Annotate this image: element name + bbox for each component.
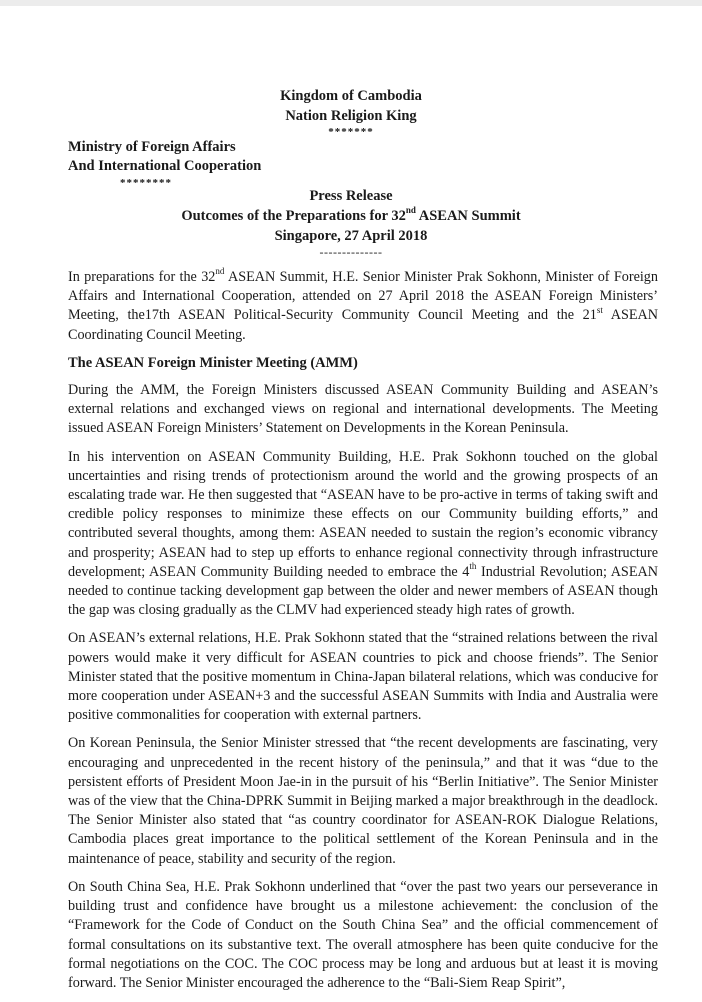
intro-sup-a: nd [215, 266, 225, 277]
paragraph-amm-discussion: During the AMM, the Foreign Ministers discussed ASEAN Community Building and ASEAN’s external relations and exchanged views on regional and international developments. The Meeting issued ASEAN Foreign Ministers’ Statement on Developments in the Korean Peninsula. [68, 382, 658, 437]
national-motto: Nation Religion King [285, 108, 417, 124]
paragraph-community-building [68, 448, 658, 621]
paragraph-korean-peninsula: On Korean Peninsula, the Senior Minister stressed that “the recent developments are fascinating, very encouraging and unprecedented in the recent history of the peninsula,” and that it was “due to the persistent efforts of President Moon Jae-in in the pursuit of his “Berlin Initiative”. The Senior Minister was of the view that the China-DPRK Summit in Beijing marked a major breakthrough in the deadlock. The Senior Minister also stated that “as country coordinator for ASEAN-ROK Dialogue Relations, Cambodia places great importance to the political settlement of the Korean Peninsula and in the maintenance of peace, stability and security of the region. [68, 735, 658, 867]
title-superscript: nd [405, 205, 416, 216]
p2-text-a: In his intervention on ASEAN Community Building, H.E. Prak Sokhonn touched on the global uncertainties and rising trends of protectionism around the world and the growing prospects of an escalating trade war. He then suggested that “ASEAN have to be pro-active in terms of taking swift and credible policy responses to minimize these effects on our Community building efforts,” and contributed several thoughts, among them: ASEAN needed to sustain the region’s economic vibrancy and prosperity; ASEAN had to step up efforts to enhance regional connectivity through infrastructure development; ASEAN Community Building needed to embrace the 4 [68, 448, 658, 580]
kingdom-header [0, 86, 702, 139]
intro-sup-b: st [596, 304, 603, 315]
press-release-title [0, 206, 702, 226]
ministry-line-2: And International Cooperation [68, 158, 262, 174]
place-date: Singapore, 27 April 2018 [274, 228, 428, 244]
section-heading: The ASEAN Foreign Minister Meeting (AMM) [68, 354, 358, 371]
intro-text-c: ASEAN Coordinating Council Meeting. [68, 307, 658, 343]
p2-sup: th [469, 561, 477, 572]
paragraph-south-china-sea: On South China Sea, H.E. Prak Sokhonn underlined that “over the past two years our perseverance in building trust and confidence have brought us a milestone achievement: the conclusion of the “Framework for the Code of Conduct on the South China Sea” and the official commencement of formal consultations on its substantive text. The overall atmosphere has been quite conducive for the formal negotiations on the COC. The COC process may be long and arduous but at least it is moving forward. The Senior Minister encouraged the adherence to the “Bali-Siem Reap Spirit”, [68, 878, 658, 991]
intro-text-a: In preparations for the 32 [68, 269, 216, 285]
ministry-line-1: Ministry of Foreign Affairs [68, 139, 236, 155]
ministry-header [68, 138, 261, 190]
ministry-stars: ******** [120, 177, 172, 189]
paragraph-external-relations: On ASEAN’s external relations, H.E. Prak Sokhonn stated that the “strained relations between the rival powers would make it very difficult for ASEAN countries to pick and choose friends”. The Senior Minister stated that the positive momentum in China-Japan bilateral relations, which was conducive for more cooperation under ASEAN+3 and the successful ASEAN Summits with India and Australia were positive commonalities for cooperation with external partners. [68, 630, 658, 724]
p2-text-b: Industrial Revolution; ASEAN needed to continue tacking development gap between the older and newer members of ASEAN though the gap was closing gradually as the CLMV had experienced steady high rates of growth. [68, 563, 658, 619]
press-release-label: Press Release [309, 188, 393, 204]
motto-stars: ******* [328, 126, 374, 138]
page-top-edge [0, 0, 702, 6]
title-suffix: ASEAN Summit [415, 208, 521, 224]
intro-paragraph [68, 268, 658, 345]
title-prefix: Outcomes of the Preparations for 32 [181, 208, 406, 224]
document-body [68, 268, 658, 1002]
press-release-block [0, 186, 702, 258]
title-divider: -------------- [319, 245, 383, 259]
kingdom-title: Kingdom of Cambodia [280, 88, 422, 104]
intro-text-b: ASEAN Summit, H.E. Senior Minister Prak Sokhonn, Minister of Foreign Affairs and International Cooperation, attended on 27 April 2018 the ASEAN Foreign Ministers’ Meeting, the17th ASEAN Political-Security Community Council Meeting and the 21 [68, 269, 658, 324]
